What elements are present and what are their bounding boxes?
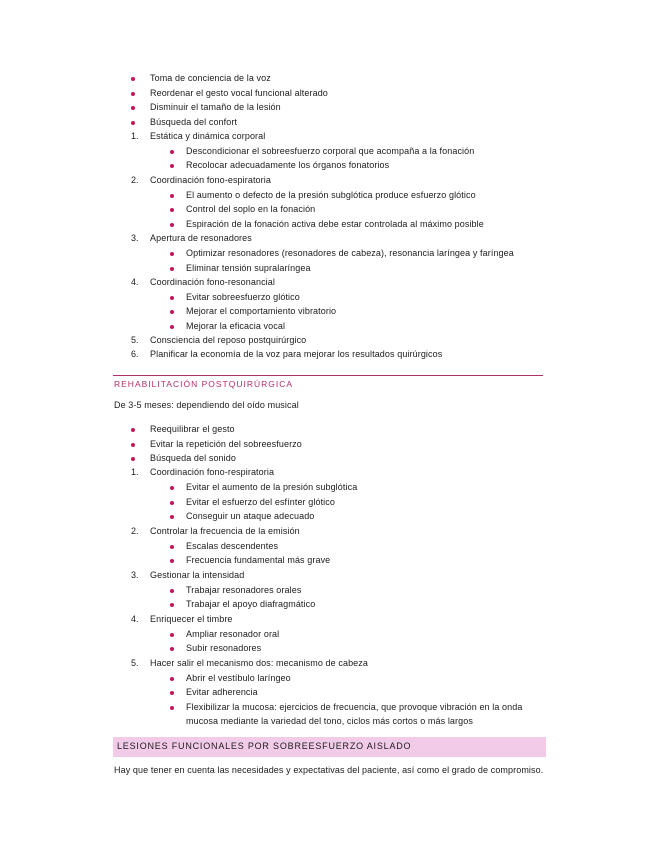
bullet-dot: [170, 325, 174, 329]
numbered-item: Apertura de resonadores: [150, 233, 252, 243]
sub-item: Escalas descendentes: [186, 541, 279, 551]
bullet-dot: [170, 501, 174, 505]
sub-item: Conseguir un ataque adecuado: [186, 511, 315, 521]
bullet-dot: [170, 310, 174, 314]
bullet-dot: [170, 677, 174, 681]
list-item: Búsqueda del confort: [150, 117, 238, 127]
bullet-dot: [170, 252, 174, 256]
list-number: 1.: [131, 131, 139, 141]
numbered-item: Consciencia del reposo postquirúrgico: [150, 335, 307, 345]
list-item: Búsqueda del sonido: [150, 453, 236, 463]
bullet-dot: [170, 603, 174, 607]
list-number: 3.: [131, 233, 139, 243]
numbered-item: Gestionar la intensidad: [150, 570, 245, 580]
numbered-item: Hacer salir el mecanismo dos: mecanismo de cabeza: [150, 658, 368, 668]
bullet-dot: [131, 77, 135, 81]
sub-item: Flexibilizar la mucosa: ejercicios de frecuencia, que provoque vibración en la onda: [186, 702, 523, 712]
numbered-item: Estática y dinámica corporal: [150, 131, 266, 141]
sub-item: Evitar el aumento de la presión subglótica: [186, 482, 358, 492]
list-item: Reequilibrar el gesto: [150, 424, 235, 434]
bullet-dot: [170, 194, 174, 198]
sub-item: Optimizar resonadores (resonadores de cabeza), resonancia laríngea y faríngea: [186, 248, 514, 258]
sub-item: Evitar adherencia: [186, 687, 258, 697]
paragraph: Hay que tener en cuenta las necesidades y expectativas del paciente, así como el grado de compromiso.: [114, 765, 544, 775]
list-item: Reordenar el gesto vocal funcional alterado: [150, 88, 328, 98]
numbered-item: Coordinación fono-espiratoria: [150, 175, 271, 185]
sub-item: Mejorar la eficacia vocal: [186, 321, 286, 331]
bullet-dot: [170, 486, 174, 490]
sub-item: Abrir el vestíbulo laríngeo: [186, 673, 291, 683]
sub-item: Subir resonadores: [186, 643, 262, 653]
section-intro: De 3-5 meses: dependiendo del oído musical: [114, 400, 299, 410]
bullet-dot: [131, 92, 135, 96]
numbered-item: Coordinación fono-resonancial: [150, 277, 275, 287]
bullet-dot: [170, 633, 174, 637]
list-number: 2.: [131, 175, 139, 185]
bullet-dot: [170, 589, 174, 593]
list-number: 5.: [131, 335, 139, 345]
numbered-item: Controlar la frecuencia de la emisión: [150, 526, 300, 536]
section-heading: LESIONES FUNCIONALES POR SOBREESFUERZO AISLADO: [117, 741, 412, 751]
sub-item: Recolocar adecuadamente los órganos fonatorios: [186, 160, 390, 170]
numbered-item: Coordinación fono-respiratoria: [150, 467, 275, 477]
bullet-dot: [170, 515, 174, 519]
bullet-dot: [170, 164, 174, 168]
bullet-dot: [131, 121, 135, 125]
list-number: 3.: [131, 570, 139, 580]
list-number: 4.: [131, 614, 139, 624]
list-number: 4.: [131, 277, 139, 287]
list-number: 2.: [131, 526, 139, 536]
sub-item-continuation: mucosa mediante la variedad del tono, ciclos más cortos o más largos: [186, 716, 473, 726]
bullet-dot: [131, 443, 135, 447]
list-number: 5.: [131, 658, 139, 668]
sub-item: Evitar sobreesfuerzo glótico: [186, 292, 300, 302]
bullet-dot: [170, 559, 174, 563]
bullet-dot: [170, 208, 174, 212]
bullet-dot: [170, 267, 174, 271]
sub-item: Ampliar resonador oral: [186, 629, 280, 639]
sub-item: Mejorar el comportamiento vibratorio: [186, 306, 337, 316]
sub-item: El aumento o defecto de la presión subglótica produce esfuerzo glótico: [186, 190, 476, 200]
sub-item: Frecuencia fundamental más grave: [186, 555, 331, 565]
bullet-dot: [170, 545, 174, 549]
bullet-dot: [131, 457, 135, 461]
bullet-dot: [170, 691, 174, 695]
section-divider: [113, 375, 543, 376]
list-number: 6.: [131, 349, 139, 359]
sub-item: Eliminar tensión supralaríngea: [186, 263, 311, 273]
sub-item: Espiración de la fonación activa debe estar controlada al máximo posible: [186, 219, 484, 229]
bullet-dot: [170, 296, 174, 300]
sub-item: Evitar el esfuerzo del esfínter glótico: [186, 497, 335, 507]
sub-item: Control del soplo en la fonación: [186, 204, 316, 214]
bullet-dot: [131, 106, 135, 110]
list-item: Evitar la repetición del sobreesfuerzo: [150, 439, 302, 449]
bullet-dot: [170, 706, 174, 710]
bullet-dot: [131, 428, 135, 432]
sub-item: Trabajar resonadores orales: [186, 585, 302, 595]
bullet-dot: [170, 150, 174, 154]
bullet-dot: [170, 647, 174, 651]
numbered-item: Enriquecer el timbre: [150, 614, 233, 624]
list-item: Disminuir el tamaño de la lesión: [150, 102, 281, 112]
section-heading: REHABILITACIÓN POSTQUIRÚRGICA: [114, 379, 294, 389]
list-item: Toma de conciencia de la voz: [150, 73, 271, 83]
sub-item: Trabajar el apoyo diafragmático: [186, 599, 316, 609]
list-number: 1.: [131, 467, 139, 477]
numbered-item: Planificar la economía de la voz para mejorar los resultados quirúrgicos: [150, 349, 443, 359]
sub-item: Descondicionar el sobreesfuerzo corporal que acompaña a la fonación: [186, 146, 475, 156]
bullet-dot: [170, 223, 174, 227]
